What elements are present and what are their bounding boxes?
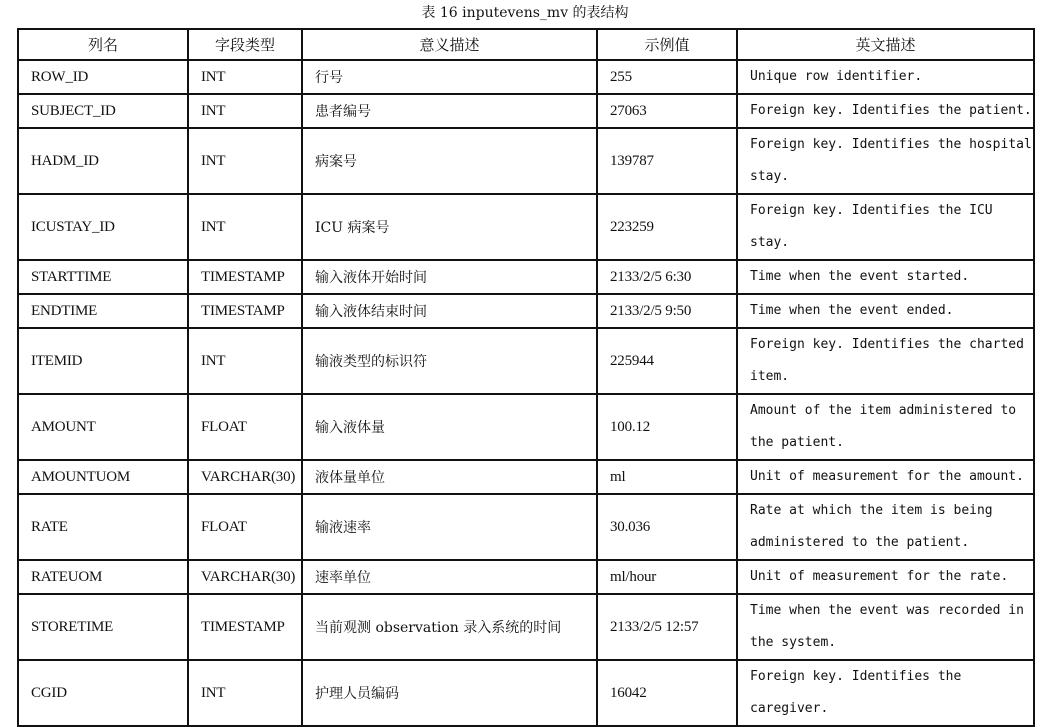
cell-example: 30.036 [597, 494, 737, 560]
table-row [18, 294, 1034, 328]
header-meaning: 意义描述 [302, 29, 597, 60]
desc-line: Foreign key. Identifies the patient. [750, 103, 1032, 118]
desc-line: Foreign key. Identifies the ICU [750, 203, 993, 218]
cell-english-desc [737, 394, 1034, 460]
cell-field-type: INT [188, 60, 302, 94]
table-row [18, 128, 1034, 194]
cell-english-desc [737, 60, 1034, 94]
cell-example: 2133/2/5 12:57 [597, 594, 737, 660]
cell-example: 16042 [597, 660, 737, 726]
desc-line: Time when the event was recorded in [750, 603, 1024, 618]
table-row [18, 394, 1034, 460]
table-caption: 表 16 inputevens_mv 的表结构 [421, 5, 629, 21]
table-row [18, 494, 1034, 560]
cell-english-desc [737, 560, 1034, 594]
cell-example: 223259 [597, 194, 737, 260]
cell-meaning: 输入液体开始时间 [302, 260, 597, 294]
cell-example: 2133/2/5 9:50 [597, 294, 737, 328]
desc-line: Rate at which the item is being [750, 503, 993, 518]
cell-column-name: ENDTIME [18, 294, 188, 328]
cell-english-desc [737, 494, 1034, 560]
cell-meaning: 输入液体量 [302, 394, 597, 460]
cell-english-desc [737, 460, 1034, 494]
cell-column-name: CGID [18, 660, 188, 726]
cell-meaning: 输液类型的标识符 [302, 328, 597, 394]
cell-field-type: TIMESTAMP [188, 260, 302, 294]
cell-example: 255 [597, 60, 737, 94]
cell-example: 100.12 [597, 394, 737, 460]
table-row [18, 260, 1034, 294]
cell-field-type: VARCHAR(30) [188, 460, 302, 494]
cell-example: 27063 [597, 94, 737, 128]
cell-meaning: 护理人员编码 [302, 660, 597, 726]
desc-line: Unit of measurement for the rate. [750, 569, 1009, 584]
cell-column-name: ROW_ID [18, 60, 188, 94]
cell-column-name: RATEUOM [18, 560, 188, 594]
desc-line: Foreign key. Identifies the [750, 669, 962, 684]
cell-field-type: INT [188, 328, 302, 394]
cell-english-desc [737, 294, 1034, 328]
cell-column-name: STORETIME [18, 594, 188, 660]
cell-field-type: FLOAT [188, 494, 302, 560]
desc-line: item. [750, 369, 790, 384]
cell-example: 225944 [597, 328, 737, 394]
desc-line: Unique row identifier. [750, 69, 923, 84]
cell-example: 139787 [597, 128, 737, 194]
desc-line: the system. [750, 635, 837, 650]
header-example: 示例值 [597, 29, 737, 60]
cell-english-desc [737, 594, 1034, 660]
cell-example: 2133/2/5 6:30 [597, 260, 737, 294]
cell-example: ml [597, 460, 737, 494]
cell-meaning: 速率单位 [302, 560, 597, 594]
cell-meaning: 行号 [302, 60, 597, 94]
cell-english-desc [737, 128, 1034, 194]
cell-field-type: INT [188, 660, 302, 726]
cell-english-desc [737, 194, 1034, 260]
cell-english-desc [737, 260, 1034, 294]
header-english-desc: 英文描述 [737, 29, 1034, 60]
cell-meaning: 患者编号 [302, 94, 597, 128]
table-row [18, 194, 1034, 260]
table-row [18, 328, 1034, 394]
table-row [18, 560, 1034, 594]
desc-line: Time when the event ended. [750, 303, 954, 318]
desc-line: Unit of measurement for the amount. [750, 469, 1024, 484]
desc-line: stay. [750, 235, 790, 250]
table-row [18, 460, 1034, 494]
table-row [18, 594, 1034, 660]
cell-field-type: TIMESTAMP [188, 294, 302, 328]
cell-column-name: AMOUNT [18, 394, 188, 460]
table-row [18, 94, 1034, 128]
cell-column-name: STARTTIME [18, 260, 188, 294]
cell-field-type: INT [188, 128, 302, 194]
header-field-type: 字段类型 [188, 29, 302, 60]
table-row [18, 60, 1034, 94]
desc-line: stay. [750, 169, 790, 184]
desc-line: caregiver. [750, 701, 829, 716]
header-column-name: 列名 [18, 29, 188, 60]
cell-column-name: HADM_ID [18, 128, 188, 194]
cell-meaning: 病案号 [302, 128, 597, 194]
desc-line: Foreign key. Identifies the hospital [750, 137, 1032, 152]
cell-meaning: ICU 病案号 [302, 194, 597, 260]
cell-column-name: ICUSTAY_ID [18, 194, 188, 260]
desc-line: Time when the event started. [750, 269, 970, 284]
cell-field-type: FLOAT [188, 394, 302, 460]
table-structure [17, 28, 1035, 727]
cell-column-name: AMOUNTUOM [18, 460, 188, 494]
desc-line: administered to the patient. [750, 535, 970, 550]
table-header-row [18, 29, 1034, 60]
desc-line: Foreign key. Identifies the charted [750, 337, 1024, 352]
cell-column-name: ITEMID [18, 328, 188, 394]
cell-field-type: VARCHAR(30) [188, 560, 302, 594]
cell-meaning: 液体量单位 [302, 460, 597, 494]
cell-meaning: 输入液体结束时间 [302, 294, 597, 328]
cell-column-name: SUBJECT_ID [18, 94, 188, 128]
table-row [18, 660, 1034, 726]
cell-meaning: 当前观测 observation 录入系统的时间 [302, 594, 597, 660]
desc-line: the patient. [750, 435, 844, 450]
cell-english-desc [737, 328, 1034, 394]
cell-english-desc [737, 660, 1034, 726]
cell-column-name: RATE [18, 494, 188, 560]
cell-english-desc [737, 94, 1034, 128]
desc-line: Amount of the item administered to [750, 403, 1017, 418]
cell-field-type: TIMESTAMP [188, 594, 302, 660]
cell-field-type: INT [188, 94, 302, 128]
cell-meaning: 输液速率 [302, 494, 597, 560]
cell-example: ml/hour [597, 560, 737, 594]
cell-field-type: INT [188, 194, 302, 260]
